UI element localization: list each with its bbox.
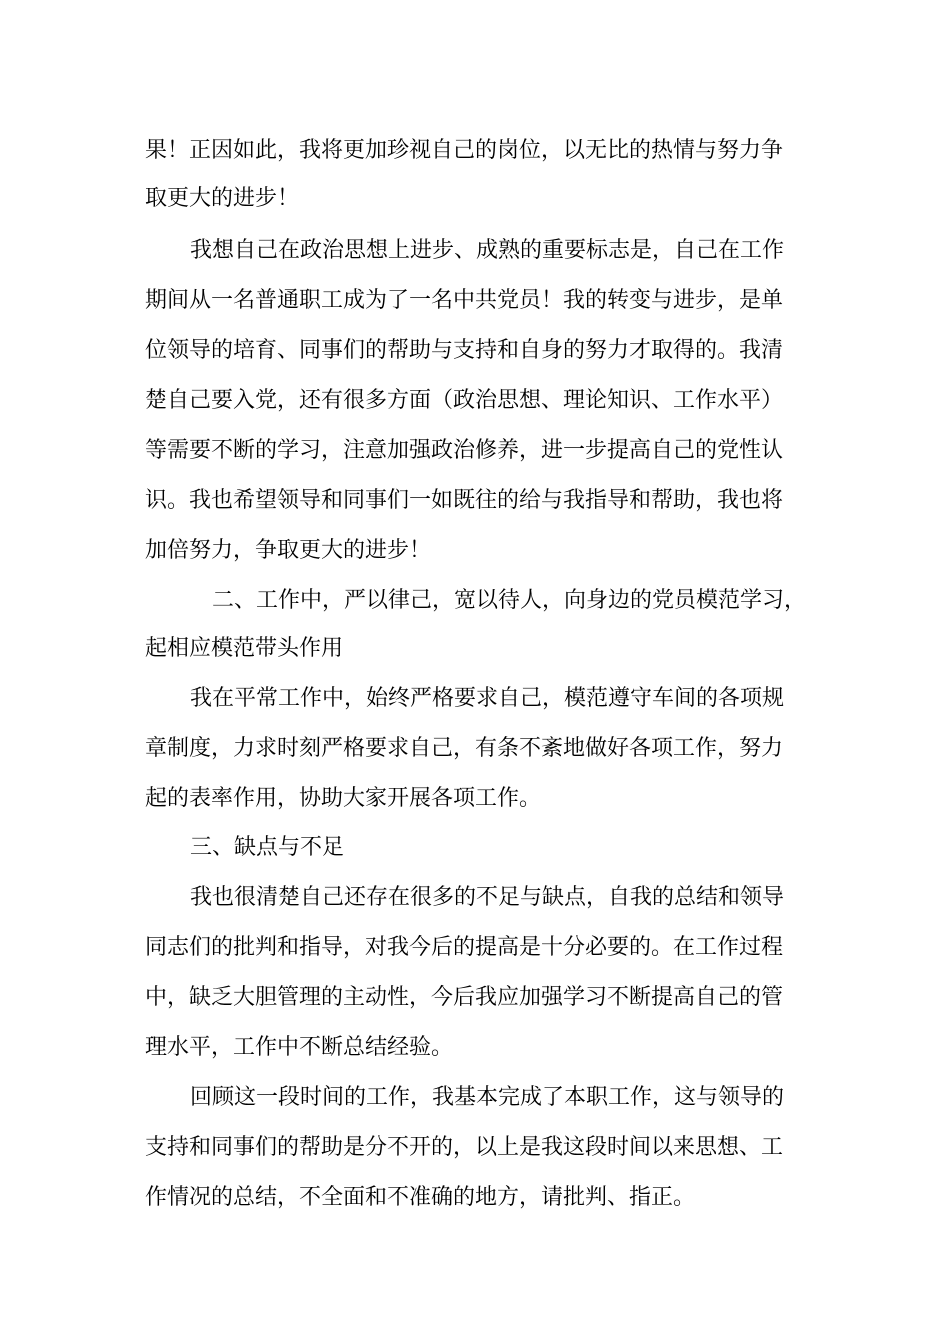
section-heading-3: 三、缺点与不足	[190, 835, 345, 860]
text-line: 楚自己要入党，还有很多方面（政治思想、理论知识、工作水平）	[145, 388, 784, 413]
text-line: 加倍努力，争取更大的进步！	[145, 538, 432, 563]
text-line: 识。我也希望领导和同事们一如既往的给与我指导和帮助，我也将	[145, 488, 784, 513]
paragraph-start-line: 我想自己在政治思想上进步、成熟的重要标志是，自己在工作	[190, 238, 785, 263]
section-heading-2: 二、工作中，严以律己，宽以待人，向身边的党员模范学习，	[212, 588, 807, 613]
text-line: 中，缺乏大胆管理的主动性，今后我应加强学习不断提高自己的管	[145, 985, 784, 1010]
paragraph-start-line: 回顾这一段时间的工作，我基本完成了本职工作，这与领导的	[190, 1085, 785, 1110]
text-line: 作情况的总结，不全面和不准确的地方，请批判、指正。	[145, 1185, 696, 1210]
text-line: 期间从一名普通职工成为了一名中共党员！我的转变与进步，是单	[145, 288, 784, 313]
text-line: 等需要不断的学习，注意加强政治修养，进一步提高自己的党性认	[145, 438, 784, 463]
text-line: 理水平，工作中不断总结经验。	[145, 1035, 454, 1060]
text-line: 支持和同事们的帮助是分不开的，以上是我这段时间以来思想、工	[145, 1135, 784, 1160]
paragraph-start-line: 我也很清楚自己还存在很多的不足与缺点，自我的总结和领导	[190, 885, 785, 910]
text-line: 果！正因如此，我将更加珍视自己的岗位，以无比的热情与努力争	[145, 138, 784, 163]
section-heading-2-continued: 起相应模范带头作用	[145, 636, 344, 661]
paragraph-start-line: 我在平常工作中，始终严格要求自己，模范遵守车间的各项规	[190, 686, 785, 711]
text-line: 位领导的培育、同事们的帮助与支持和自身的努力才取得的。我清	[145, 338, 784, 363]
text-line: 起的表率作用，协助大家开展各项工作。	[145, 786, 542, 811]
text-line: 同志们的批判和指导，对我今后的提高是十分必要的。在工作过程	[145, 935, 784, 960]
text-line: 章制度，力求时刻严格要求自己，有条不紊地做好各项工作，努力	[145, 736, 784, 761]
text-line: 取更大的进步！	[145, 186, 300, 211]
